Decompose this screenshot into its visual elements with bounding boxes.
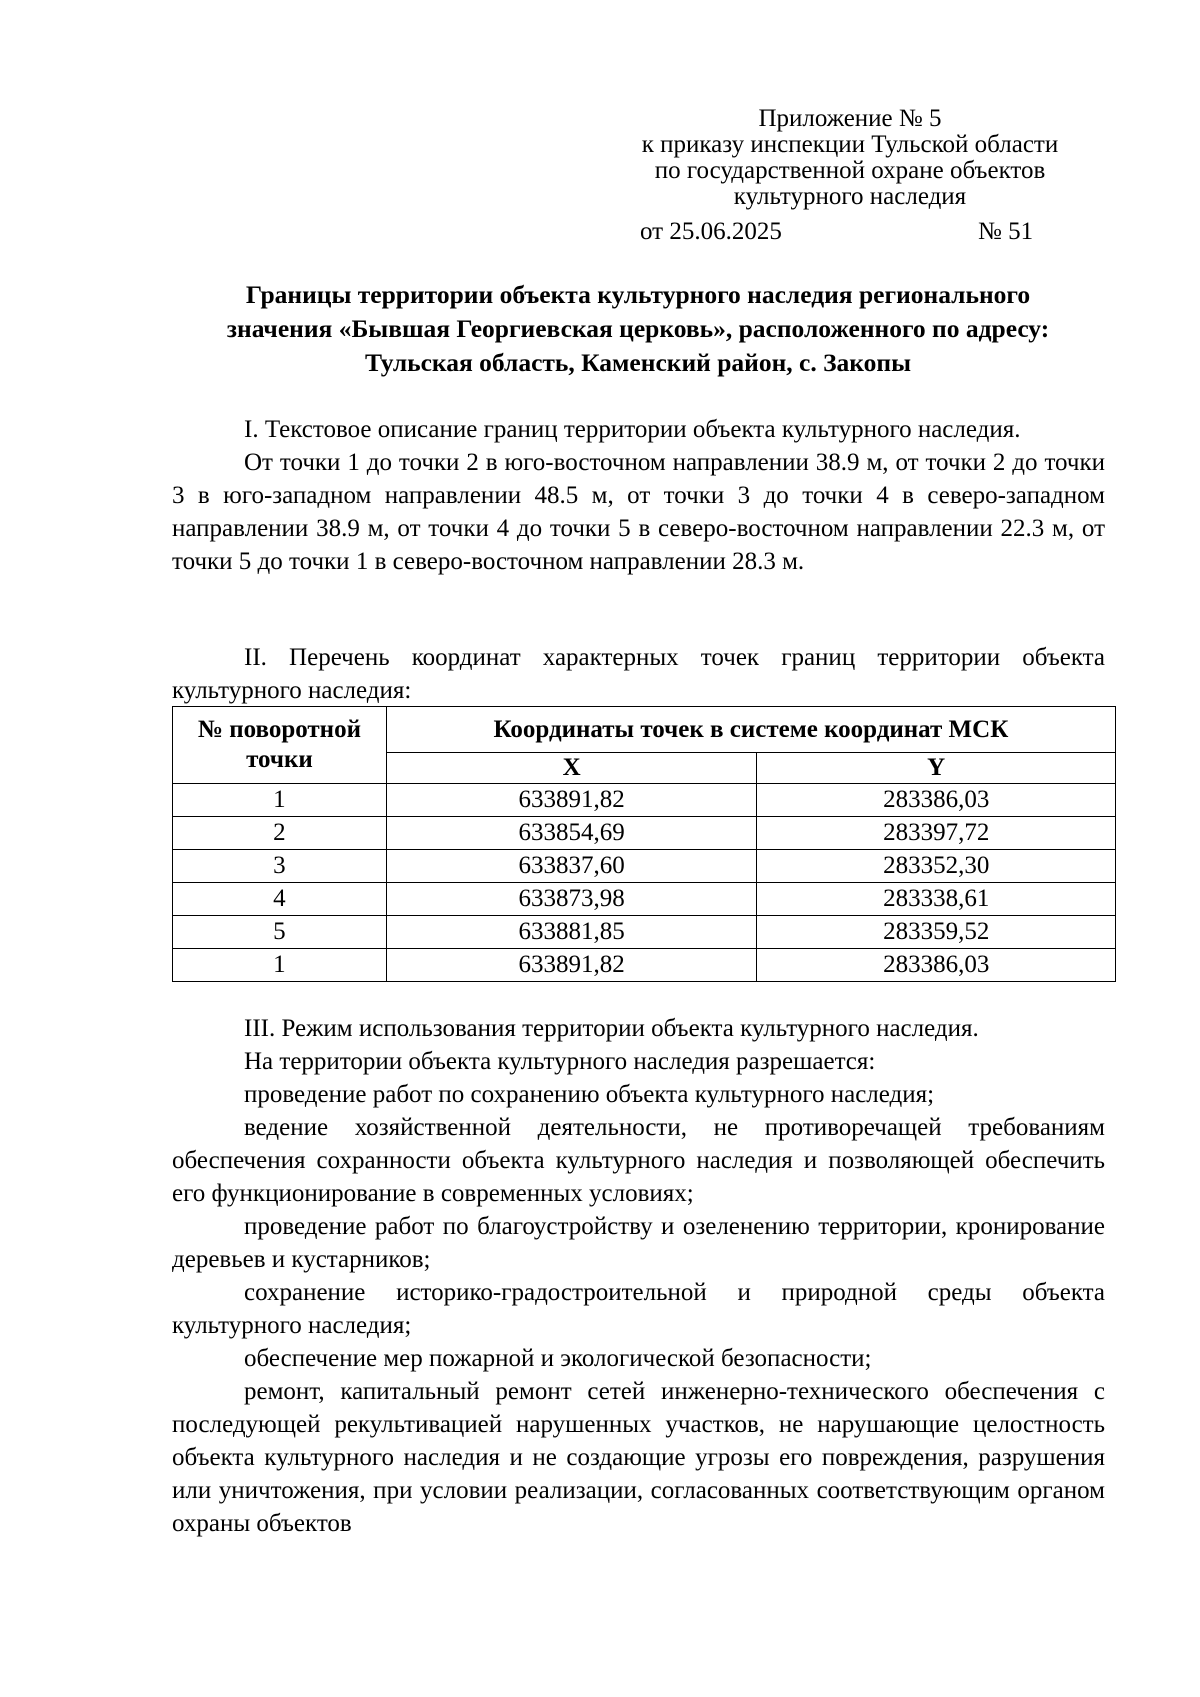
coord-x: 633873,98 [386, 883, 757, 916]
table-row [173, 817, 1116, 850]
coord-y: 283386,03 [757, 784, 1116, 817]
coord-x: 633854,69 [386, 817, 757, 850]
table-row [173, 949, 1116, 982]
point-number: 5 [173, 916, 387, 949]
point-number: 1 [173, 949, 387, 982]
section-3-intro: На территории объекта культурного наследия разрешается: [244, 1048, 876, 1075]
table-row [173, 883, 1116, 916]
coord-y: 283386,03 [757, 949, 1116, 982]
table-row [173, 784, 1116, 817]
document-title [170, 278, 1106, 380]
section-1 [172, 413, 1105, 578]
table-row [173, 850, 1116, 883]
section-2 [172, 641, 1105, 707]
appendix-label: Приложение № 5 [758, 105, 942, 132]
section-2-heading: II. Перечень координат характерных точек границ территории объекта культурного наследия: [172, 644, 1105, 704]
title-line-3: Тульская область, Каменский район, с. Закопы [364, 348, 912, 377]
column-header-coords: Координаты точек в системе координат МСК [386, 707, 1115, 753]
permitted-item: обеспечение мер пожарной и экологической безопасности; [244, 1345, 872, 1372]
section-3 [172, 1012, 1105, 1540]
point-number: 2 [173, 817, 387, 850]
coord-y: 283338,61 [757, 883, 1116, 916]
coord-x: 633881,85 [386, 916, 757, 949]
coord-x: 633891,82 [386, 949, 757, 982]
title-line-2: значения «Бывшая Георгиевская церковь», расположенного по адресу: [226, 314, 1050, 343]
column-header-point: № поворотной точки [173, 707, 387, 784]
permitted-item: ремонт, капитальный ремонт сетей инженерно-технического обеспечения с последующей рекультивацией нарушенных участков, не нарушающие целостность объекта культурного наследия и не создающие угрозы его повреждения, разрушения или уничтожения, при условии реализации, согласованных соответствующим органом охраны объектов [172, 1378, 1105, 1537]
point-number: 1 [173, 784, 387, 817]
order-reference-2: по государственной охране объектов [654, 157, 1046, 184]
permitted-item: сохранение историко-градостроительной и природной среды объекта культурного наследия; [172, 1279, 1105, 1339]
appendix-header [600, 106, 1100, 210]
order-reference: к приказу инспекции Тульской области [641, 131, 1059, 158]
permitted-item: ведение хозяйственной деятельности, не противоречащей требованиям обеспечения сохранности объекта культурного наследия и позволяющей обеспечить его функционирование в современных условиях; [172, 1114, 1105, 1207]
coord-y: 283352,30 [757, 850, 1116, 883]
point-number: 4 [173, 883, 387, 916]
coord-y: 283359,52 [757, 916, 1116, 949]
section-1-text: От точки 1 до точки 2 в юго-восточном направлении 38.9 м, от точки 2 до точки 3 в юго-западном направлении 48.5 м, от точки 3 до точки 4 в северо-западном направлении 38.9 м, от точки 4 до точки 5 в северо-восточном направлении 22.3 м, от точки 5 до точки 1 в северо-восточном направлении 28.3 м. [172, 449, 1105, 575]
order-reference-3: культурного наследия [733, 183, 967, 210]
coord-x: 633837,60 [386, 850, 757, 883]
section-1-heading: I. Текстовое описание границ территории объекта культурного наследия. [244, 416, 1021, 443]
order-date: от 25.06.2025 [640, 218, 782, 245]
table-row [173, 916, 1116, 949]
title-line-1: Границы территории объекта культурного наследия регионального [245, 280, 1031, 309]
permitted-item: проведение работ по сохранению объекта культурного наследия; [244, 1081, 935, 1108]
coord-y: 283397,72 [757, 817, 1116, 850]
coordinates-table [172, 706, 1116, 982]
section-3-heading: III. Режим использования территории объекта культурного наследия. [244, 1015, 979, 1042]
order-number: № 51 [978, 218, 1034, 245]
point-number: 3 [173, 850, 387, 883]
permitted-item: проведение работ по благоустройству и озеленению территории, кронирование деревьев и кустарников; [172, 1213, 1105, 1273]
coord-x: 633891,82 [386, 784, 757, 817]
column-header-y: Y [757, 753, 1116, 784]
column-header-x: X [386, 753, 757, 784]
